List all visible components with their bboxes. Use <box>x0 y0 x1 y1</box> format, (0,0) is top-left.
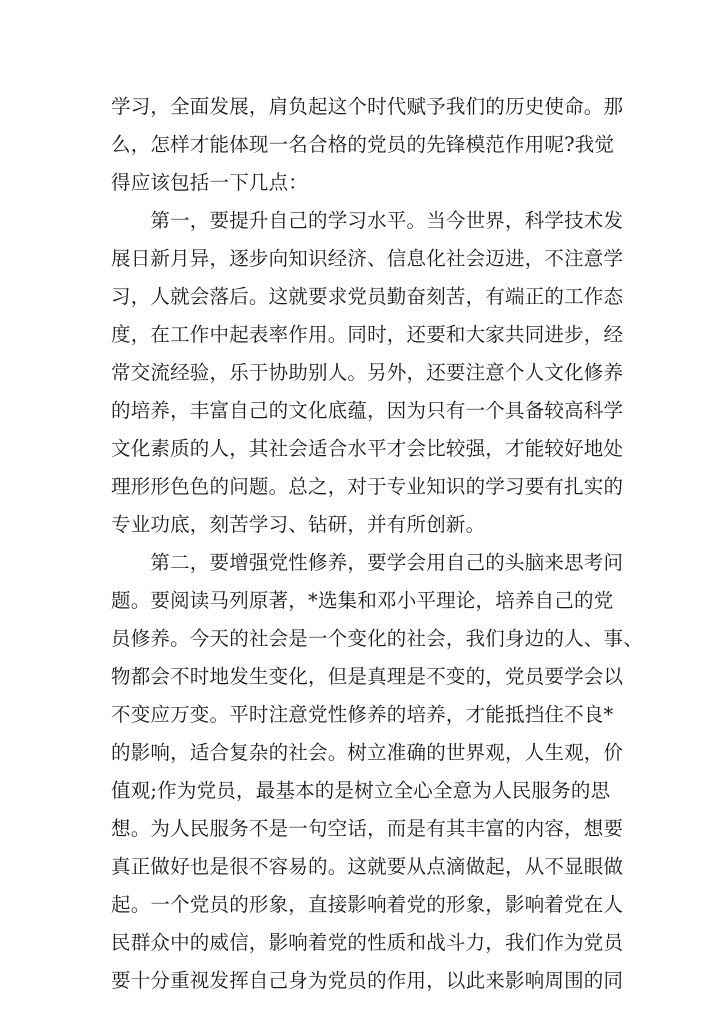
text-line: 度，在工作中起表率作用。同时，还要和大家共同进步，经 <box>111 323 624 346</box>
text-line: 第一，要提升自己的学习水平。当今世界，科学技术发 <box>111 209 624 232</box>
text-line: 的影响，适合复杂的社会。树立准确的世界观，人生观，价 <box>111 741 624 764</box>
text-line: 题。要阅读马列原著，*选集和邓小平理论，培养自己的党 <box>111 589 614 612</box>
text-line: 要十分重视发挥自己身为党员的作用，以此来影响周围的同 <box>111 969 624 992</box>
body-text <box>111 88 643 1000</box>
text-line: 理形形色色的问题。总之，对于专业知识的学习要有扎实的 <box>111 475 624 498</box>
text-line: 展日新月异，逐步向知识经济、信息化社会迈进，不注意学 <box>111 247 624 270</box>
text-line: 么，怎样才能体现一名合格的党员的先锋模范作用呢?我觉 <box>111 133 615 156</box>
text-line: 的培养，丰富自己的文化底蕴，因为只有一个具备较高科学 <box>111 399 624 422</box>
text-line: 专业功底，刻苦学习、钻研，并有所创新。 <box>111 513 486 536</box>
text-line: 值观;作为党员，最基本的是树立全心全意为人民服务的思 <box>111 779 611 802</box>
text-line: 得应该包括一下几点： <box>111 171 309 194</box>
text-line: 真正做好也是很不容易的。这就要从点滴做起，从不显眼做 <box>111 855 624 878</box>
text-line: 习，人就会落后。这就要求党员勤奋刻苦，有端正的工作态 <box>111 285 624 308</box>
text-line: 常交流经验，乐于协助别人。另外，还要注意个人文化修养 <box>111 361 624 384</box>
text-line: 员修养。今天的社会是一个变化的社会，我们身边的人、事、 <box>111 627 643 650</box>
text-line: 想。为人民服务不是一句空话，而是有其丰富的内容，想要 <box>111 817 624 840</box>
text-line: 不变应万变。平时注意党性修养的培养，才能抵挡住不良* <box>111 703 614 726</box>
text-line: 第二，要增强党性修养，要学会用自己的头脑来思考问 <box>111 551 624 574</box>
text-line: 起。一个党员的形象，直接影响着党的形象，影响着党在人 <box>111 893 624 916</box>
text-line: 文化素质的人，其社会适合水平才会比较强，才能较好地处 <box>111 437 624 460</box>
text-line: 学习，全面发展，肩负起这个时代赋予我们的历史使命。那 <box>111 95 624 118</box>
text-line: 物都会不时地发生变化，但是真理是不变的，党员要学会以 <box>111 665 624 688</box>
text-line: 民群众中的威信，影响着党的性质和战斗力，我们作为党员 <box>111 931 624 954</box>
